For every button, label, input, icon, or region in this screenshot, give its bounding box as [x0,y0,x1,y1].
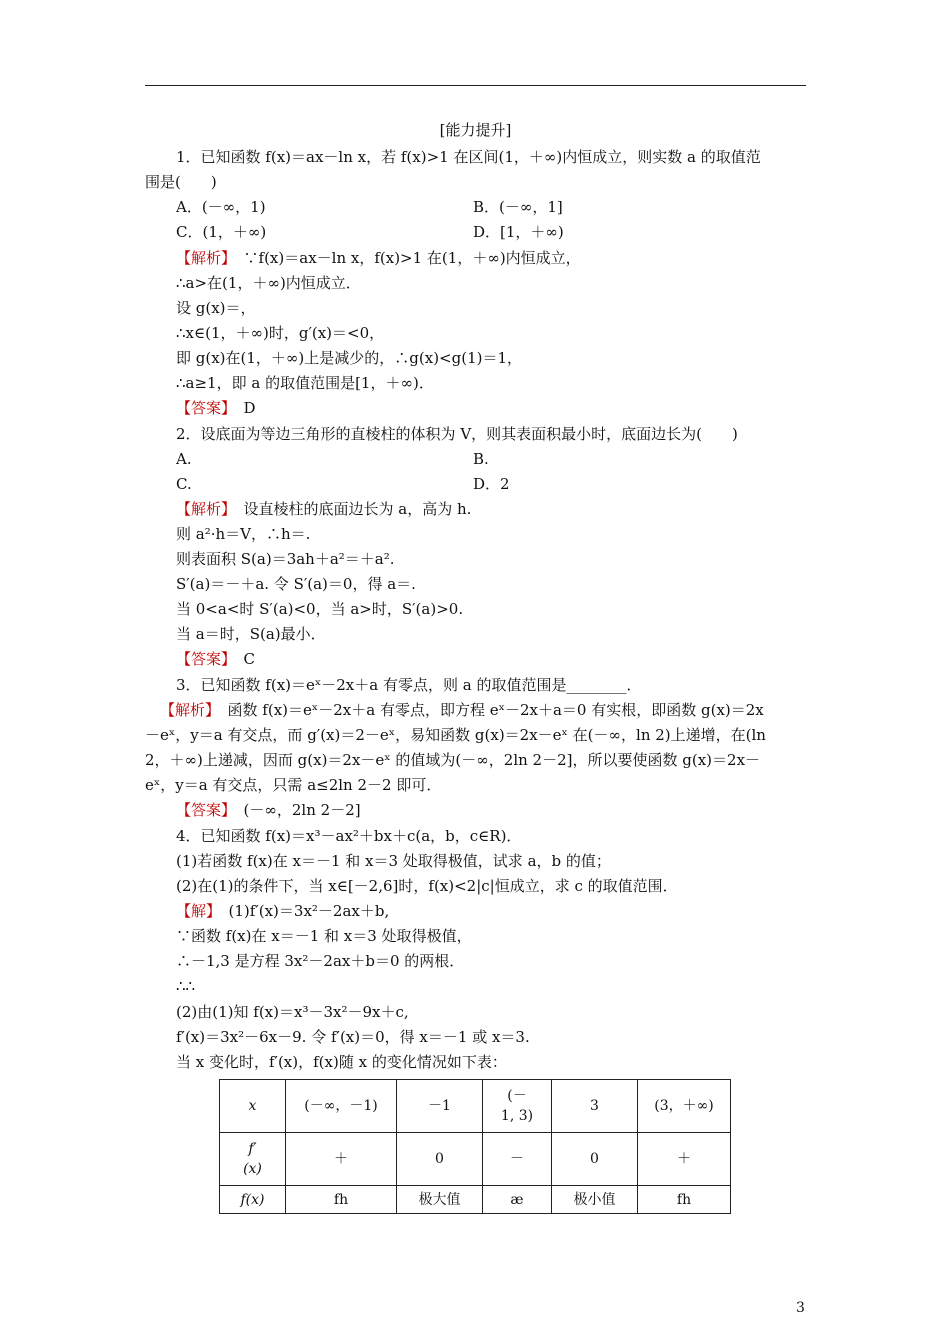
q1-step: ∴x∈(1，＋∞)时，g′(x)＝<0， [176,324,385,342]
q4-part1: (1)若函数 f(x)在 x＝－1 和 x＝3 处取得极值，试求 a，b 的值； [176,852,611,870]
q2-option-d: D．2 [473,475,510,493]
solution-tag: 【解】 [176,902,214,920]
q1-stem: 1．已知函数 f(x)＝ax－ln x，若 f(x)>1 在区间(1，＋∞)内恒成立，则实数 a 的取值范 [176,148,761,166]
q3-analysis [160,700,764,720]
answer-tag: 【答案】 [176,399,229,417]
q4-table-intro: 当 x 变化时，f′(x)，f(x)随 x 的变化情况如下表： [176,1053,507,1071]
q2-step: 则 a²·h＝V，∴h＝. [176,525,311,543]
q4-step: ∴－1,3 是方程 3x²－2ax＋b＝0 的两根． [176,952,465,970]
q1-step: ∴a≥1，即 a 的取值范围是[1，＋∞)． [176,374,434,392]
analysis-tag: 【解析】 [176,500,229,518]
q1-option-b: B．(－∞，1] [473,198,563,216]
q2-analysis-text: 设直棱柱的底面边长为 a，高为 h. [243,500,472,518]
q4-solution-text: (1)f′(x)＝3x²－2ax＋b, [228,902,390,920]
q3-analysis-cont: eˣ，y＝a 有交点，只需 a≤2ln 2－2 即可． [145,776,442,794]
answer-tag: 【答案】 [176,801,229,819]
q2-option-c: C. [176,475,192,493]
q3-analysis-text: 函数 f(x)＝eˣ－2x＋a 有零点，即方程 eˣ－2x＋a＝0 有实根，即函数 g(x)＝2x [227,701,764,719]
variation-table [219,1079,731,1214]
q2-answer-value: C [243,650,256,668]
q2-answer [176,649,255,669]
table-cell: －1 [397,1080,483,1133]
table-cell: 极大值 [397,1186,483,1214]
q4-stem: 4．已知函数 f(x)＝x³－ax²＋bx＋c(a，b，c∈R)． [176,827,522,845]
header-rule [145,85,806,86]
q2-step: 当 0<a<时 S′(a)<0，当 a>时，S′(a)>0. [176,600,464,618]
q2-step: 当 a＝时，S(a)最小． [176,625,326,643]
q2-option-a: A. [176,450,192,468]
analysis-tag: 【解析】 [160,701,213,719]
table-cell: x [220,1080,286,1133]
table-cell: fh [286,1186,397,1214]
q1-stem-cont: 围是( ) [145,173,217,191]
q2-analysis [176,499,471,519]
table-cell: 3 [552,1080,638,1133]
q1-analysis-text: ∵f(x)＝ax－ln x，f(x)>1 在(1，＋∞)内恒成立， [243,249,581,267]
q1-option-d: D．[1，＋∞) [473,223,564,241]
q4-part2: (2)在(1)的条件下，当 x∈[－2,6]时，f(x)<2|c|恒成立，求 c 的取值范围． [176,877,678,895]
analysis-tag: 【解析】 [176,249,229,267]
table-row [220,1133,731,1186]
q3-stem: 3．已知函数 f(x)＝eˣ－2x＋a 有零点，则 a 的取值范围是________． [176,676,642,694]
q4-step: ∴∴ [176,977,196,995]
table-cell: ＋ [638,1133,731,1186]
q4-solution [176,901,389,921]
table-row [220,1080,731,1133]
q3-analysis-cont: －eˣ，y＝a 有交点，而 g′(x)＝2－eˣ，易知函数 g(x)＝2x－eˣ 在(－∞，ln 2)上递增，在(ln [145,726,766,744]
q4-step: f′(x)＝3x²－6x－9. 令 f′(x)＝0，得 x＝－1 或 x＝3. [176,1028,530,1046]
table-cell: f(x) [220,1186,286,1214]
q4-step: ∵函数 f(x)在 x＝－1 和 x＝3 处取得极值， [176,927,472,945]
q1-step: 设 g(x)＝， [176,299,256,317]
q4-step: (2)由(1)知 f(x)＝x³－3x²－9x＋c, [176,1003,409,1021]
q1-step: 即 g(x)在(1，＋∞)上是减少的，∴g(x)<g(1)＝1， [176,349,523,367]
table-cell: fh [638,1186,731,1214]
table-cell: f′ (x) [220,1133,286,1186]
table-cell: ＋ [286,1133,397,1186]
q3-answer [176,800,361,820]
table-cell: － [483,1133,552,1186]
section-title: [能力提升] [439,121,512,139]
q1-option-c: C．(1，＋∞) [176,223,267,241]
q1-option-a: A．(－∞，1) [176,198,266,216]
table-cell: 0 [552,1133,638,1186]
page-number: 3 [796,1300,805,1316]
q1-answer [176,398,256,418]
q3-answer-value: (－∞，2ln 2－2] [243,801,361,819]
table-cell: (3，＋∞) [638,1080,731,1133]
table-cell: (－∞，－1) [286,1080,397,1133]
q2-stem: 2．设底面为等边三角形的直棱柱的体积为 V，则其表面积最小时，底面边长为( ) [176,425,738,443]
table-cell: (－ 1, 3) [483,1080,552,1133]
q1-answer-value: D [243,399,256,417]
table-cell: æ [483,1186,552,1214]
q2-option-b: B. [473,450,489,468]
table-cell: 0 [397,1133,483,1186]
q2-step: 则表面积 S(a)＝3ah＋a²＝＋a². [176,550,395,568]
q1-analysis [176,248,581,268]
q2-step: S′(a)＝－＋a. 令 S′(a)＝0，得 a＝. [176,575,416,593]
q1-step: ∴a>在(1，＋∞)内恒成立． [176,274,361,292]
answer-tag: 【答案】 [176,650,229,668]
q3-analysis-cont: 2，＋∞)上递减，因而 g(x)＝2x－eˣ 的值域为(－∞，2ln 2－2]，所以要使函数 g(x)＝2x－ [145,751,761,769]
table-cell: 极小值 [552,1186,638,1214]
table-row [220,1186,731,1214]
